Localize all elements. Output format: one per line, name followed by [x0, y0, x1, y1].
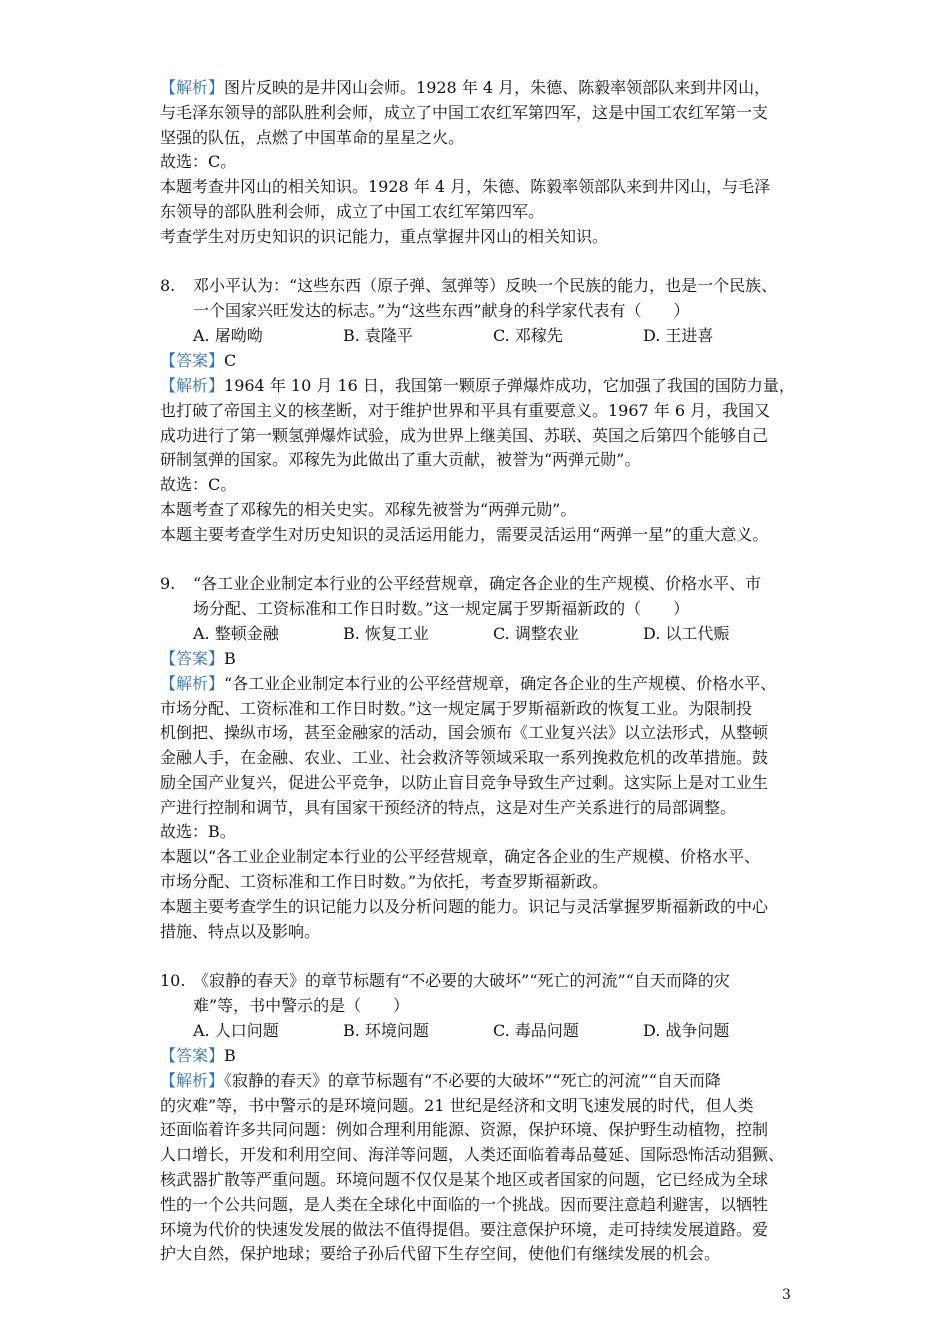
- question-stem: 难”等，书中警示的是（ ）: [193, 996, 410, 1015]
- analysis-line: 故选：C。: [160, 152, 237, 171]
- analysis-line: 护大自然，保护地球；要给子孙后代留下生存空间，使他们有继续发展的机会。: [160, 1244, 721, 1263]
- option-d: D. 战争问题: [643, 1021, 730, 1040]
- analysis-line: 东领导的部队胜利会师，成立了中国工农红军第四军。: [160, 202, 545, 221]
- answer-tag: 【答案】: [160, 1046, 225, 1065]
- analysis-tag: 【解析】: [160, 78, 225, 97]
- question-number: 9.: [160, 574, 176, 593]
- option-a: A. 整顿金融: [193, 624, 279, 643]
- question-number: 8.: [160, 276, 176, 295]
- analysis-line: 考查学生对历史知识的识记能力，重点掌握井冈山的相关知识。: [160, 227, 609, 246]
- answer-line: 【答案】B: [160, 1046, 236, 1065]
- answer-line: 【答案】B: [160, 649, 236, 668]
- analysis-line: 【解析】1964 年 10 月 16 日，我国第一颗原子弹爆炸成功，它加强了我国的国防力量，: [160, 376, 795, 395]
- analysis-line: 本题考查井冈山的相关知识。1928 年 4 月，朱德、陈毅率领部队来到井冈山，与毛泽: [160, 177, 771, 196]
- analysis-line: 的灾难”等，书中警示的是环境问题。21 世纪是经济和文明飞速发展的时代，但人类: [160, 1096, 754, 1115]
- question-stem: 场分配、工资标准和工作日时数。”这一规定属于罗斯福新政的（ ）: [193, 599, 690, 618]
- answer-tag: 【答案】: [160, 649, 225, 668]
- analysis-line: 人口增长，开发和利用空间、海洋等问题，人类还面临着毒品蔓延、国际恐怖活动猖獗、: [160, 1145, 785, 1164]
- option-b: B. 袁隆平: [343, 326, 413, 345]
- page-number: 3: [782, 1287, 791, 1303]
- analysis-line: 措施、特点以及影响。: [160, 922, 321, 941]
- analysis-line: 坚强的队伍，点燃了中国革命的星星之火。: [160, 128, 465, 147]
- analysis-line: 金融人手，在金融、农业、工业、社会救济等领域采取一系列挽救危机的改革措施。鼓: [160, 748, 769, 767]
- analysis-line: 也打破了帝国主义的核垄断，对于维护世界和平具有重要意义。1967 年 6 月，我国又: [160, 401, 771, 420]
- analysis-line: 机倒把、操纵市场，甚至金融家的活动，国会颁布《工业复兴法》以立法形式，从整顿: [160, 723, 769, 742]
- answer-tag: 【答案】: [160, 351, 225, 370]
- analysis-line: 研制氢弹的国家。邓稼先为此做出了重大贡献，被誉为“两弹元勋”。: [160, 450, 641, 469]
- question-number: 10.: [160, 971, 186, 990]
- analysis-line: 与毛泽东领导的部队胜利会师，成立了中国工农红军第四军，这是中国工农红军第一支: [160, 103, 769, 122]
- analysis-tag: 【解析】: [160, 674, 225, 693]
- option-c: C. 调整农业: [493, 624, 579, 643]
- analysis-line: 性的一个公共问题，是人类在全球化中面临的一个挑战。因而要注意趋利避害，以牺牲: [160, 1195, 769, 1214]
- analysis-line: 故选：B。: [160, 822, 236, 841]
- analysis-line: 本题以“各工业企业制定本行业的公平经营规章，确定各企业的生产规模、价格水平、: [160, 847, 761, 866]
- analysis-line: 核武器扩散等严重问题。环境问题不仅仅是某个地区或者国家的问题，它已经成为全球: [160, 1170, 769, 1189]
- option-d: D. 以工代赈: [643, 624, 730, 643]
- analysis-line: 故选：C。: [160, 475, 237, 494]
- analysis-line: 市场分配、工资标准和工作日时数。”这一规定属于罗斯福新政的恢复工业。为限制投: [160, 699, 753, 718]
- analysis-line: 环境为代价的快速发发展的做法不值得提倡。要注意保护环境，走可持续发展道路。爱: [160, 1220, 769, 1239]
- analysis-line: 本题主要考查学生的识记能力以及分析问题的能力。识记与灵活掌握罗斯福新政的中心: [160, 897, 769, 916]
- analysis-line: 产进行控制和调节，具有国家干预经济的特点，这是对生产关系进行的局部调整。: [160, 798, 737, 817]
- analysis-line: 还面临着许多共同问题：例如合理利用能源、资源，保护环境、保护野生动植物，控制: [160, 1120, 769, 1139]
- option-a: A. 屠呦呦: [193, 326, 263, 345]
- analysis-line: 本题主要考查学生对历史知识的灵活运用能力，需要灵活运用“两弹一星”的重大意义。: [160, 525, 769, 544]
- analysis-line: 励全国产业复兴，促进公平竞争，以防止盲目竞争导致生产过剩。这实际上是对工业生: [160, 773, 769, 792]
- option-c: C. 毒品问题: [493, 1021, 579, 1040]
- analysis-line: 【解析】图片反映的是井冈山会师。1928 年 4 月，朱德、陈毅率领部队来到井冈山，: [160, 78, 771, 97]
- option-a: A. 人口问题: [193, 1021, 279, 1040]
- analysis-line: 本题考查了邓稼先的相关史实。邓稼先被誉为“两弹元勋”。: [160, 500, 577, 519]
- option-c: C. 邓稼先: [493, 326, 563, 345]
- analysis-tag: 【解析】: [160, 1071, 225, 1090]
- question-stem: 一个国家兴旺发达的标志。”为“这些东西”献身的科学家代表有（ ）: [193, 301, 690, 320]
- analysis-line: 市场分配、工资标准和工作日时数。”为依托，考查罗斯福新政。: [160, 872, 609, 891]
- analysis-line: 成功进行了第一颗氢弹爆炸试验，成为世界上继美国、苏联、英国之后第四个能够自己: [160, 426, 769, 445]
- analysis-line: 【解析】《寂静的春天》的章节标题有“不必要的大破坏”“死亡的河流”“自天而降: [160, 1071, 721, 1090]
- analysis-line: 【解析】“各工业企业制定本行业的公平经营规章，确定各企业的生产规模、价格水平、: [160, 674, 777, 693]
- question-stem: 《寂静的春天》的章节标题有“不必要的大破坏”“死亡的河流”“自天而降的灾: [193, 971, 730, 990]
- option-b: B. 环境问题: [343, 1021, 429, 1040]
- option-b: B. 恢复工业: [343, 624, 429, 643]
- answer-line: 【答案】C: [160, 351, 237, 370]
- question-stem: “各工业企业制定本行业的公平经营规章，确定各企业的生产规模、价格水平、市: [193, 574, 762, 593]
- option-d: D. 王进喜: [643, 326, 714, 345]
- question-stem: 邓小平认为：“这些东西（原子弹、氢弹等）反映一个民族的能力，也是一个民族、: [193, 276, 778, 295]
- analysis-tag: 【解析】: [160, 376, 225, 395]
